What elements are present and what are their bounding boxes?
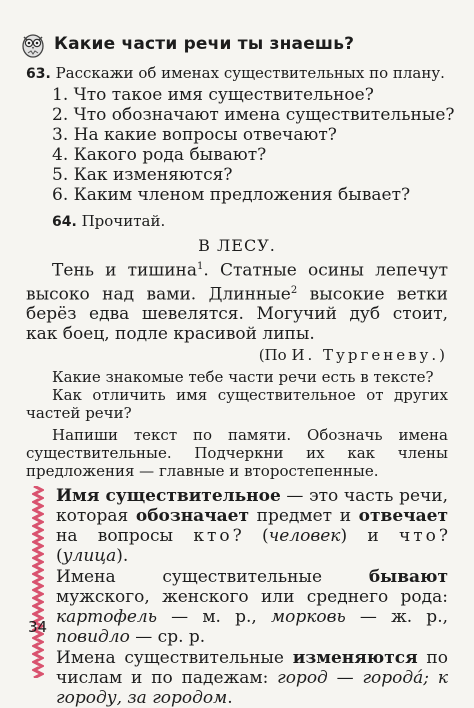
rule-text: — это часть речи, которая [56,486,449,527]
rule-definition [56,486,448,566]
example-word: картофель [56,607,157,628]
story-part: Тень и тишина [52,260,197,281]
rule-keyword: обозначает [135,506,250,527]
question-text: Как отличить имя существительное от других частей речи? [26,386,448,423]
example-word: повидло [56,627,130,648]
list-item: 3. На какие вопросы отвечают? [52,125,337,145]
follow-up-questions [26,368,448,480]
story-text [26,257,448,344]
section-title: Какие части речи ты знаешь? [54,34,355,54]
rule-text: ). [116,546,129,567]
rule-text: Имена существительные [56,648,293,669]
list-item: 4. Какого рода бывают? [52,145,267,165]
question-list [52,85,455,205]
rule-text: на вопросы [56,526,194,547]
footnote-marker: 1 [197,261,204,272]
example-words: город — городá; к городу, за городом [56,668,448,708]
question-word: что [398,526,439,547]
exercise-number: 64. [52,214,77,230]
story-part: . Статные осины лепечут высоко над вами. Длинные [26,260,448,305]
rule-text: ) и [340,526,399,547]
question-word: кто [193,526,233,547]
section-heading [18,28,448,60]
owl-icon [18,29,48,59]
rule-text: . [227,688,233,708]
exercise-63 [26,64,448,84]
list-item: 5. Как изменяются? [52,165,233,185]
exercise-instruction: Прочитай. [81,212,166,230]
rule-text: ? ( [56,526,448,567]
question-text: Какие знакомые тебе части речи есть в тексте? [52,368,434,387]
rule-text: мужского, женского или среднего рода: [56,587,448,608]
task-text: Напиши текст по памяти. Обозначь имена существительные. Подчеркни их как члены предложения — главные и второстепенные. [26,426,448,481]
story-title: В ЛЕСУ. [198,236,276,255]
story-author [26,346,448,364]
rule-text: предмет и [249,506,359,527]
rule-inflection [56,648,448,708]
rule-keyword: отвечает [358,506,448,527]
rule-text: — ж. р., [345,607,448,628]
exercise-number: 63. [26,66,51,82]
rule-text: по числам и по падежам: [56,648,448,689]
rule-text: Имена существительные [56,567,369,588]
rule-text: ? ( [232,526,269,547]
list-item: 2. Что обозначают имена существительные? [52,105,455,125]
rule-keyword: бывают [368,567,448,588]
rule-marker-icon [32,486,44,678]
example-word: морковь [271,607,346,628]
rule-box [26,486,448,708]
footnote-marker: 2 [290,284,298,296]
rule-term: Имя существительное [56,486,281,507]
exercise-instruction: Расскажи об именах существительных по плану. [55,64,445,82]
story-part: высокие ветки берёз едва шевелятся. Могучий дуб стоит, как боец, подле красивой липы. [26,284,448,345]
rule-gender [56,567,448,647]
example-word: человек [268,526,341,547]
author-name: И. Тургеневу.) [291,346,448,365]
rule-text: — ср. р. [129,627,206,648]
page-number: 34 [28,618,48,636]
rule-keyword: изменяются [292,648,418,669]
rule-text: — м. р., [156,607,271,628]
list-item: 1. Что такое имя существительное? [52,85,374,105]
list-item: 6. Каким членом предложения бывает? [52,185,411,205]
example-word: улица [62,546,117,567]
exercise-64 [52,212,448,232]
author-prefix: (По [258,346,287,365]
